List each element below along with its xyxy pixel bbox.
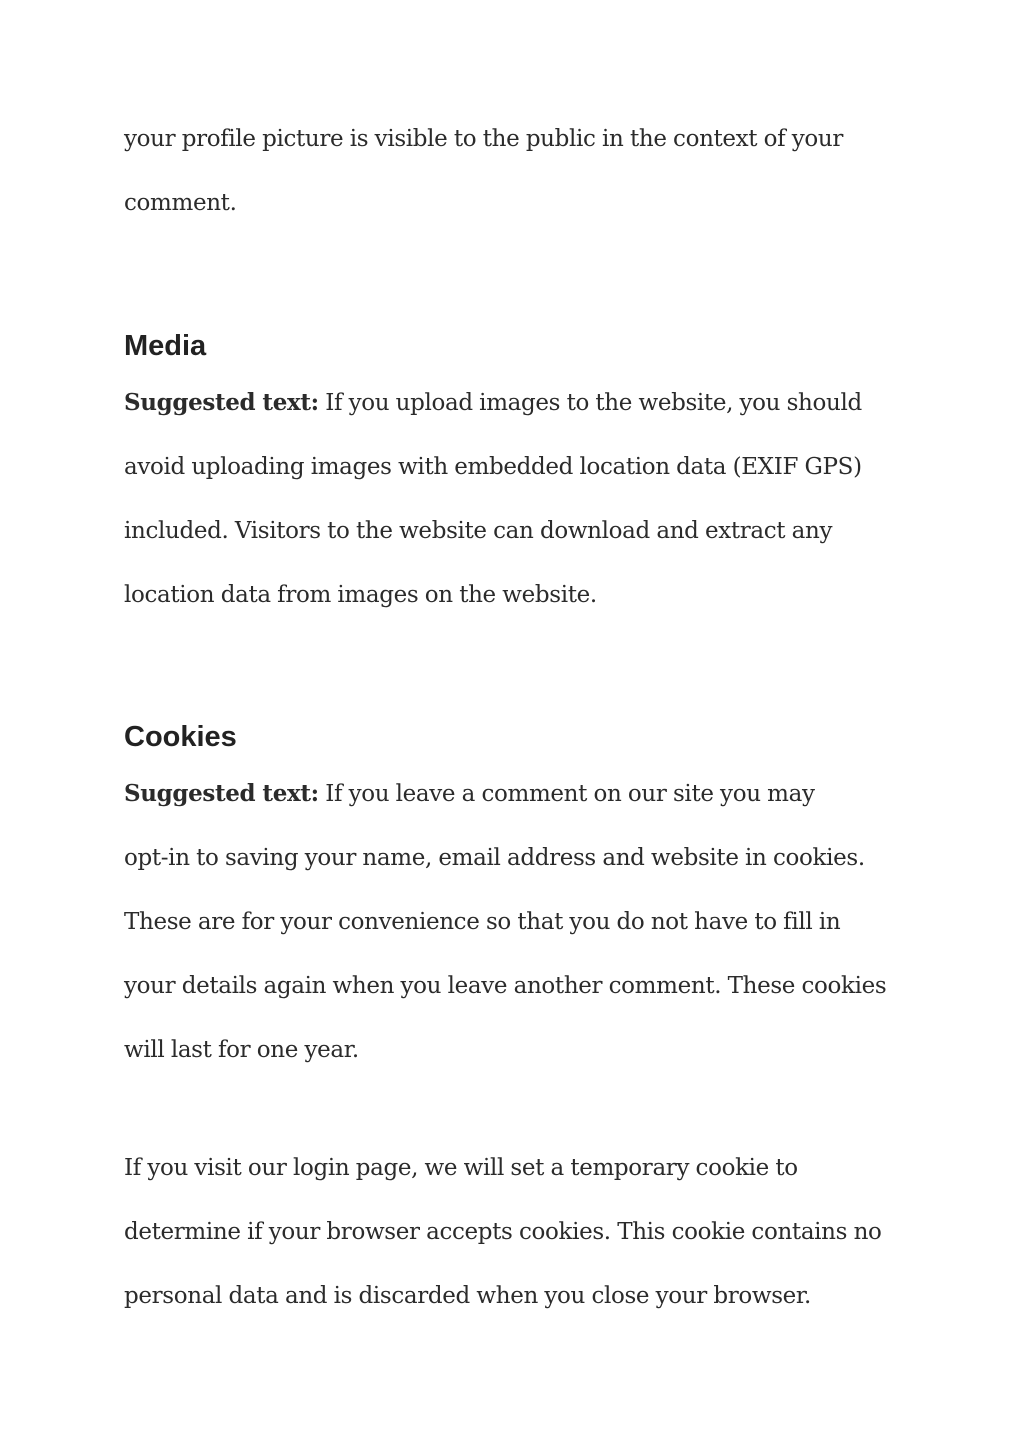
paragraph-line: comment. (124, 190, 237, 216)
paragraph-line: personal data and is discarded when you close your browser. (124, 1283, 812, 1309)
suggested-text-label: Suggested text: (124, 780, 319, 807)
paragraph-text: If you upload images to the website, you should (318, 390, 862, 416)
media-paragraph (124, 371, 914, 627)
comment-continuation-paragraph (124, 107, 914, 235)
paragraph-line: opt-in to saving your name, email address and website in cookies. (124, 845, 865, 871)
paragraph-line (124, 762, 914, 826)
paragraph-text: If you leave a comment on our site you may (318, 781, 815, 807)
paragraph-line: location data from images on the website. (124, 582, 597, 608)
login-cookie-paragraph (124, 1136, 914, 1328)
paragraph-line: your details again when you leave another comment. These cookies (124, 973, 887, 999)
paragraph-line: These are for your convenience so that you do not have to fill in (124, 909, 841, 935)
paragraph-line: included. Visitors to the website can download and extract any (124, 518, 833, 544)
paragraph-line: If you visit our login page, we will set a temporary cookie to (124, 1155, 798, 1181)
cookies-paragraph (124, 762, 914, 1082)
paragraph-line: determine if your browser accepts cookies. This cookie contains no (124, 1219, 882, 1245)
paragraph-line: will last for one year. (124, 1037, 359, 1063)
suggested-text-label: Suggested text: (124, 389, 319, 416)
cookies-heading: Cookies (124, 721, 237, 753)
paragraph-line (124, 371, 914, 435)
paragraph-line: avoid uploading images with embedded location data (EXIF GPS) (124, 454, 862, 480)
media-heading: Media (124, 330, 207, 362)
paragraph-line: your profile picture is visible to the public in the context of your (124, 126, 844, 152)
